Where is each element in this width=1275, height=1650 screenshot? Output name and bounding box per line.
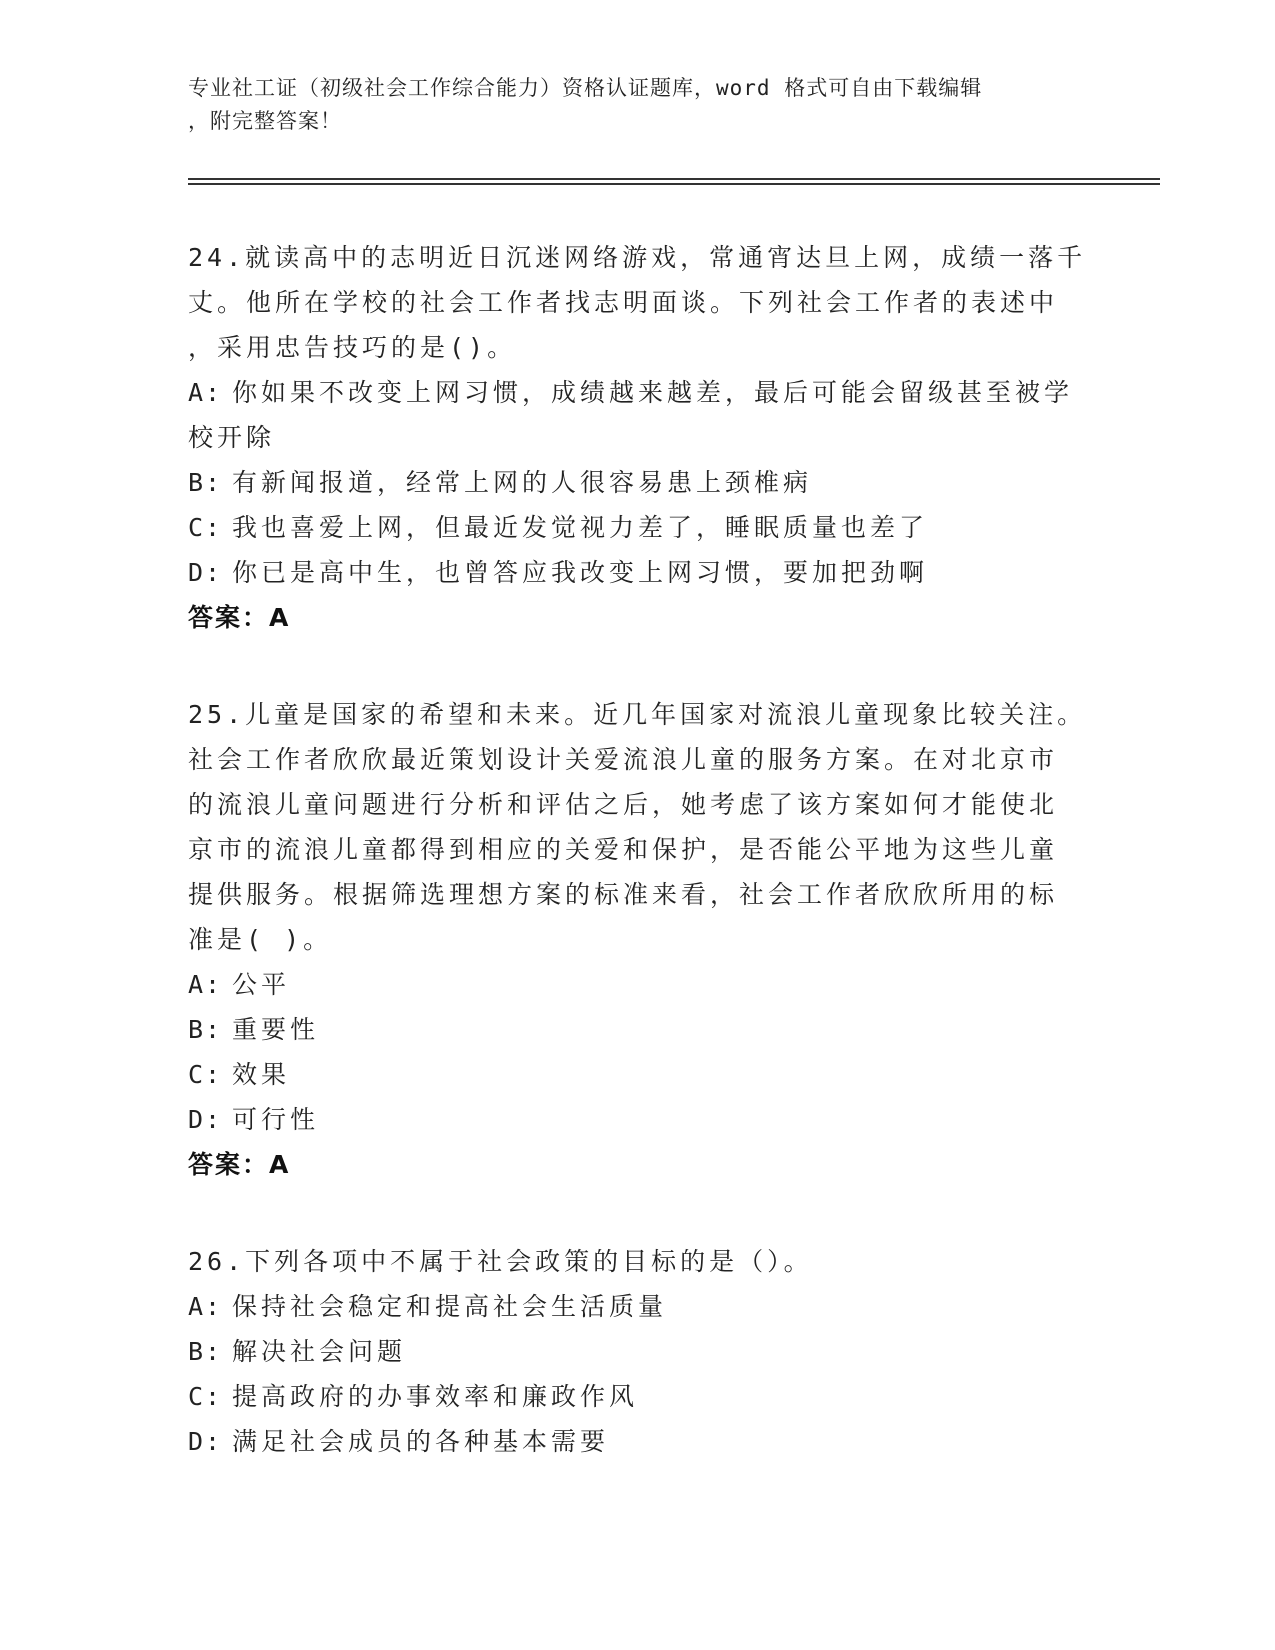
option-text: 你已是高中生，也曾答应我改变上网习惯，要加把劲啊 — [232, 558, 929, 587]
option-text: 提高政府的办事效率和廉政作风 — [232, 1382, 639, 1411]
question-25 — [188, 692, 1088, 1187]
option-text: 有新闻报道，经常上网的人很容易患上颈椎病 — [232, 468, 813, 497]
option-letter: A: — [188, 970, 223, 999]
option-c — [188, 505, 1088, 550]
option-letter: A: — [188, 378, 223, 407]
document-header — [188, 72, 1068, 138]
option-text: 校开除 — [188, 423, 276, 452]
question-stem-line: 的流浪儿童问题进行分析和评估之后，她考虑了该方案如何才能使北 — [188, 790, 1059, 819]
option-a — [188, 370, 1088, 415]
option-letter: A: — [188, 1292, 223, 1321]
option-c — [188, 1374, 1088, 1419]
answer-label: 答案：A — [188, 1150, 291, 1179]
option-letter: C: — [188, 513, 223, 542]
option-b — [188, 1007, 1088, 1052]
header-rule-top — [188, 178, 1160, 180]
option-letter: D: — [188, 1105, 223, 1134]
option-text: 保持社会稳定和提高社会生活质量 — [232, 1292, 668, 1321]
question-stem-line: 京市的流浪儿童都得到相应的关爱和保护，是否能公平地为这些儿童 — [188, 835, 1059, 864]
option-text: 重要性 — [232, 1015, 320, 1044]
option-letter: D: — [188, 558, 223, 587]
option-letter: C: — [188, 1060, 223, 1089]
option-letter: D: — [188, 1427, 223, 1456]
option-letter: C: — [188, 1382, 223, 1411]
option-letter: B: — [188, 468, 223, 497]
option-text: 我也喜爱上网，但最近发觉视力差了，睡眠质量也差了 — [232, 513, 929, 542]
option-b — [188, 1329, 1088, 1374]
question-stem-line: 提供服务。根据筛选理想方案的标准来看，社会工作者欣欣所用的标 — [188, 880, 1059, 909]
header-title-line-1: 专业社工证（初级社会工作综合能力）资格认证题库，word 格式可自由下载编辑 — [188, 76, 983, 100]
option-c — [188, 1052, 1088, 1097]
option-text: 满足社会成员的各种基本需要 — [232, 1427, 610, 1456]
option-letter: B: — [188, 1015, 223, 1044]
question-stem-line: 25.儿童是国家的希望和未来。近几年国家对流浪儿童现象比较关注。 — [188, 700, 1087, 729]
option-text: 效果 — [232, 1060, 291, 1089]
question-stem-line: 准是( )。 — [188, 925, 333, 954]
option-d — [188, 1419, 1088, 1464]
question-26 — [188, 1239, 1088, 1464]
option-text: 可行性 — [232, 1105, 320, 1134]
option-text: 你如果不改变上网习惯，成绩越来越差，最后可能会留级甚至被学 — [232, 378, 1074, 407]
option-b — [188, 460, 1088, 505]
option-text: 解决社会问题 — [232, 1337, 407, 1366]
question-stem-line: ，采用忠告技巧的是()。 — [188, 333, 517, 362]
question-24 — [188, 235, 1088, 640]
question-stem-line: 24.就读高中的志明近日沉迷网络游戏，常通宵达旦上网，成绩一落千 — [188, 243, 1087, 272]
option-a-continued — [188, 415, 1088, 460]
option-a — [188, 962, 1088, 1007]
question-stem-line: 26.下列各项中不属于社会政策的目标的是（）。 — [188, 1247, 813, 1276]
option-letter: B: — [188, 1337, 223, 1366]
question-stem-line: 丈。他所在学校的社会工作者找志明面谈。下列社会工作者的表述中 — [188, 288, 1059, 317]
option-d — [188, 1097, 1088, 1142]
option-d — [188, 550, 1088, 595]
answer-label: 答案：A — [188, 603, 291, 632]
header-title-line-2: ，附完整答案！ — [188, 109, 342, 133]
header-rule-bottom — [188, 183, 1160, 185]
option-text: 公平 — [232, 970, 291, 999]
question-stem-line: 社会工作者欣欣最近策划设计关爱流浪儿童的服务方案。在对北京市 — [188, 745, 1059, 774]
option-a — [188, 1284, 1088, 1329]
